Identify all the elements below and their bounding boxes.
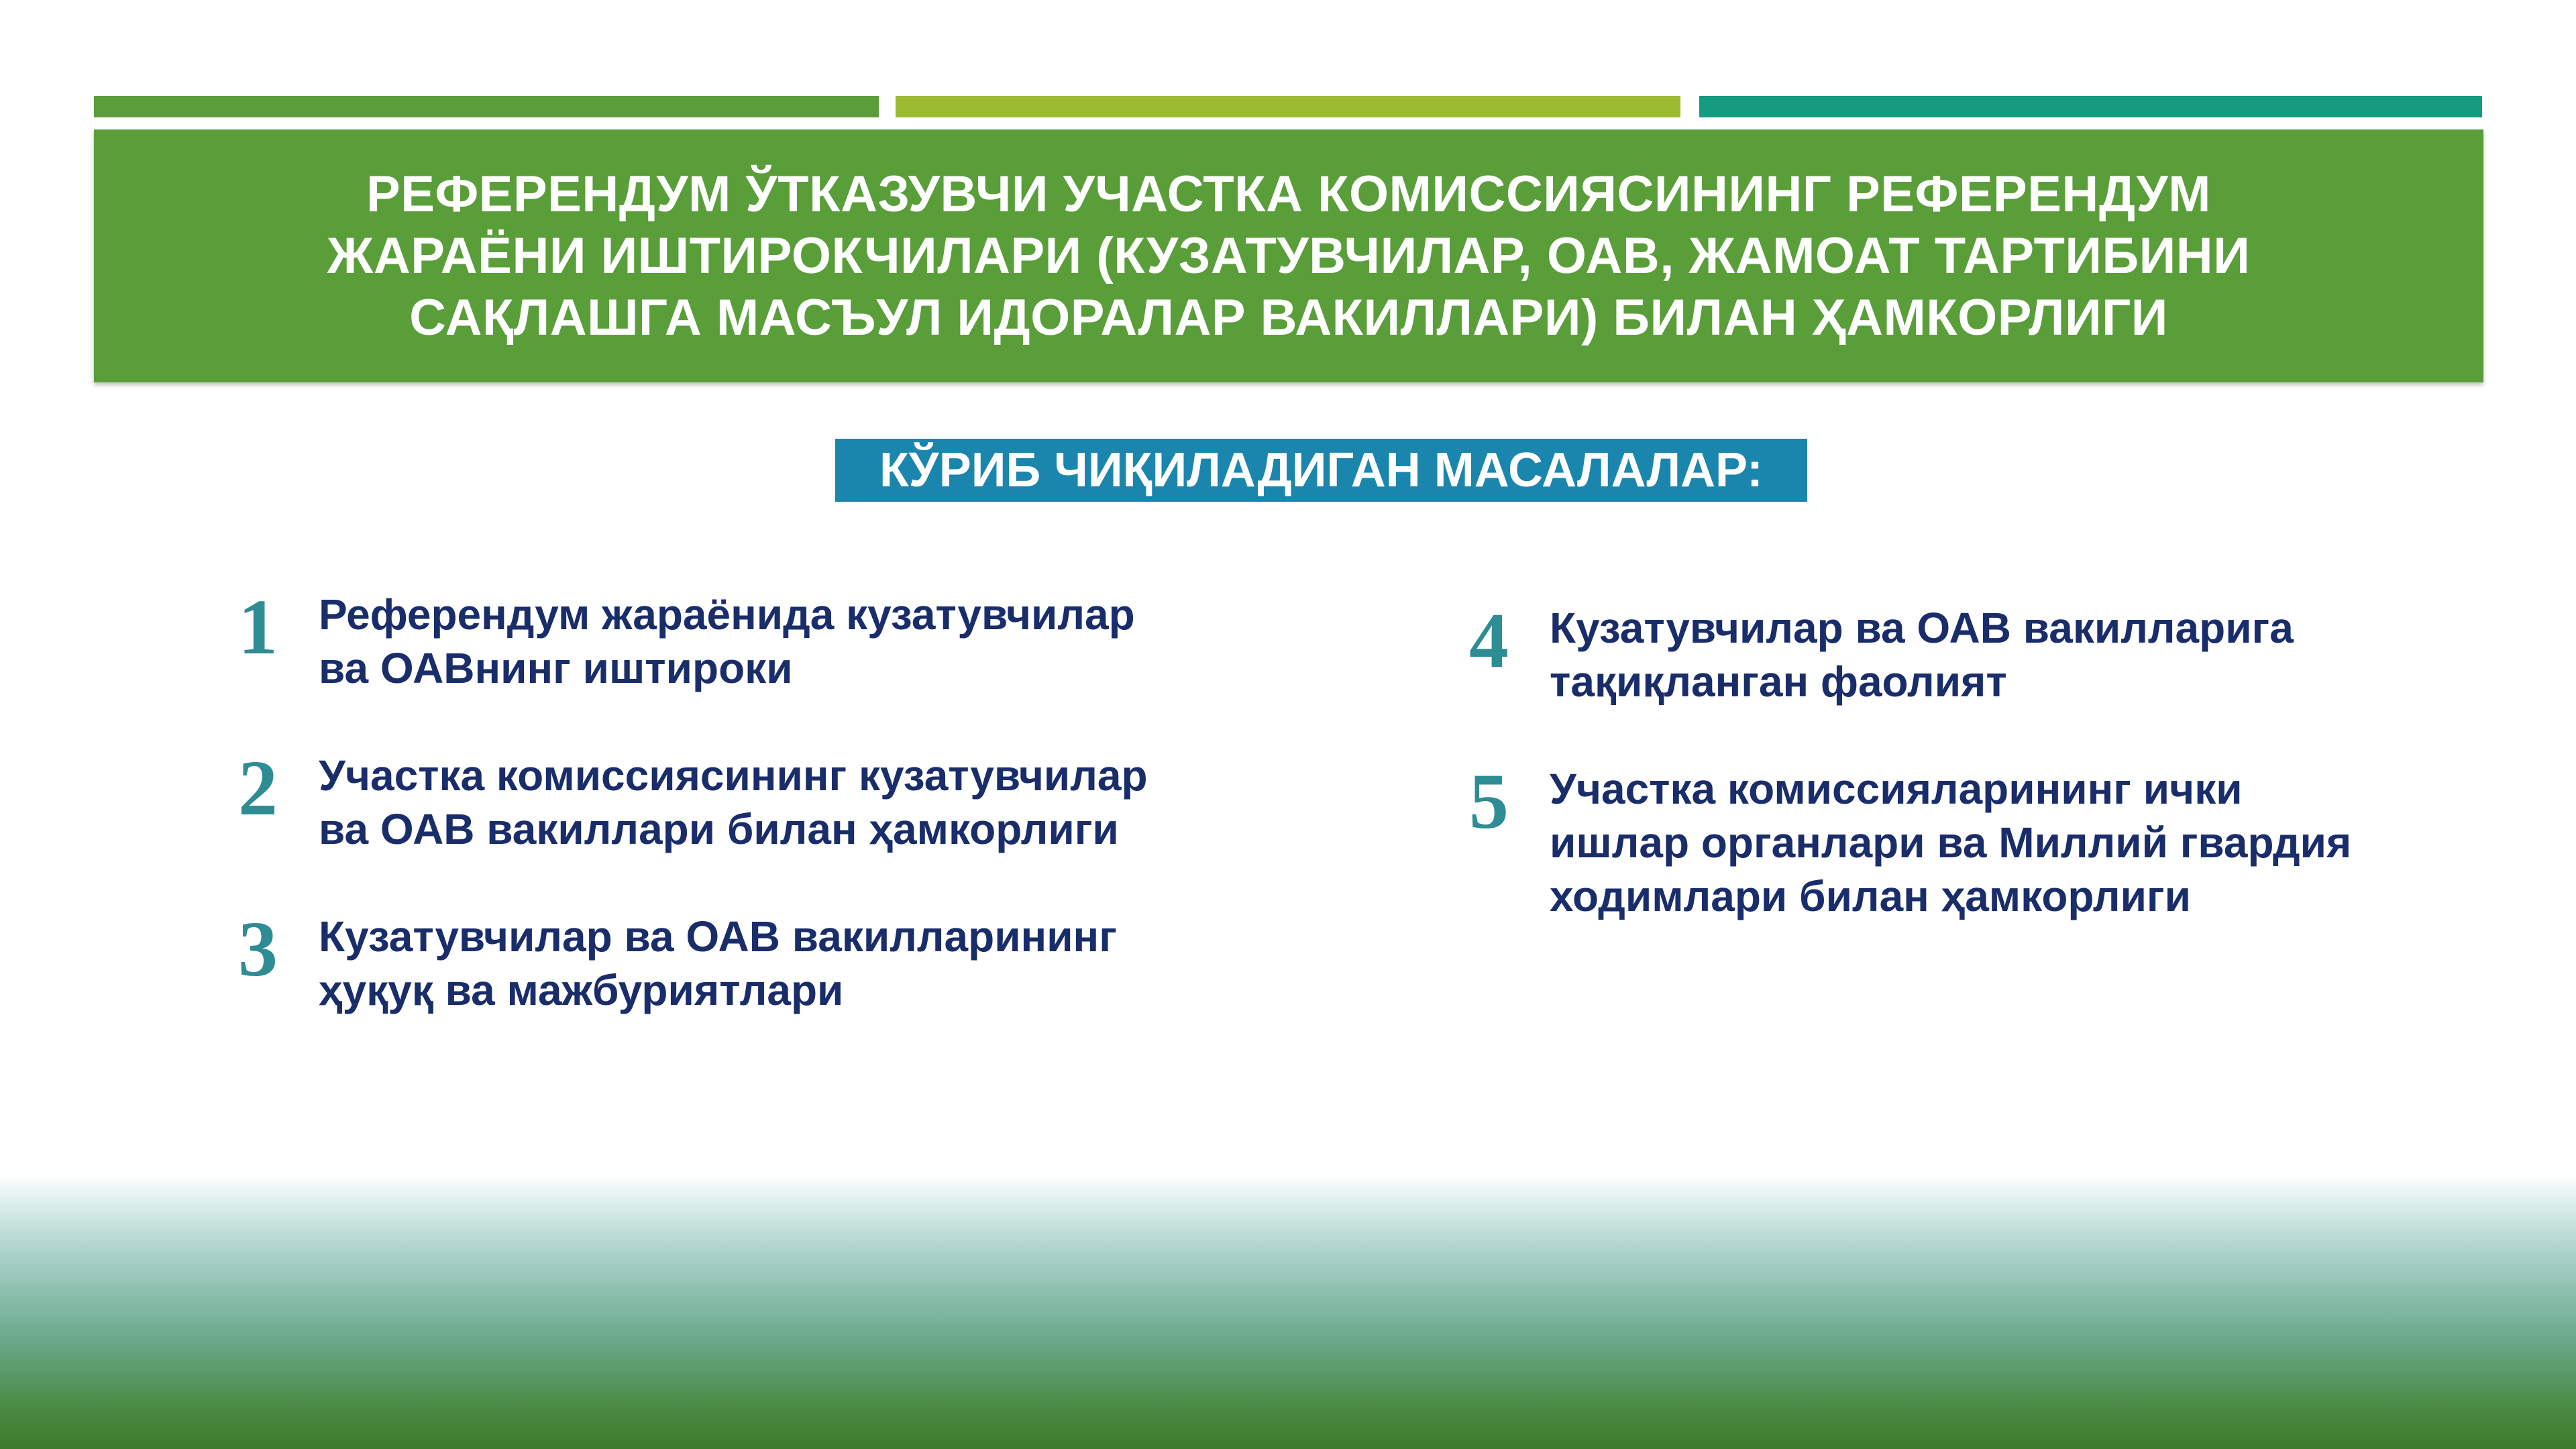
item-number: 4 xyxy=(1469,596,1509,684)
title-banner xyxy=(94,129,2483,382)
accent-bar-teal xyxy=(1699,96,2482,117)
item-line: Референдум жараёнида кузатувчилар xyxy=(319,590,1135,639)
item-line: Кузатувчилар ва ОАВ вакилларининг xyxy=(319,912,1117,961)
item-text xyxy=(319,749,1148,856)
section-subtitle: КЎРИБ ЧИҚИЛАДИГАН МАСАЛАЛАР: xyxy=(835,439,1807,502)
item-text xyxy=(1550,762,2351,923)
item-number: 3 xyxy=(238,905,278,993)
list-item-3 xyxy=(238,905,1117,1017)
list-item-2 xyxy=(238,744,1148,856)
item-line: Участка комиссиясининг кузатувчилар xyxy=(319,751,1148,800)
item-number: 1 xyxy=(238,583,278,671)
page-title xyxy=(249,164,2328,349)
title-line: САҚЛАШГА МАСЪУЛ ИДОРАЛАР ВАКИЛЛАРИ) БИЛАН ҲАМКОРЛИГИ xyxy=(409,288,2168,346)
list-item-1 xyxy=(238,583,1135,695)
list-item-5 xyxy=(1469,757,2352,923)
item-line: тақиқланган фаолият xyxy=(1550,657,2007,706)
item-text xyxy=(319,588,1135,695)
item-line: ходимлари билан ҳамкорлиги xyxy=(1550,872,2191,920)
item-text xyxy=(1550,601,2294,708)
title-line: ЖАРАЁНИ ИШТИРОКЧИЛАРИ (КУЗАТУВЧИЛАР, ОАВ, ЖАМОАТ ТАРТИБИНИ xyxy=(327,227,2251,284)
item-number: 5 xyxy=(1469,757,1509,845)
item-line: ҳуқуқ ва мажбуриятлари xyxy=(319,966,844,1014)
item-number: 2 xyxy=(238,744,278,832)
accent-bar-lime xyxy=(896,96,1680,117)
item-line: Кузатувчилар ва ОАВ вакилларига xyxy=(1550,604,2294,652)
item-line: ва ОАВнинг иштироки xyxy=(319,644,793,692)
item-line: Участка комиссияларининг ички xyxy=(1550,765,2243,813)
list-item-4 xyxy=(1469,596,2294,708)
item-line: ишлар органлари ва Миллий гвардия xyxy=(1550,818,2352,867)
title-line: РЕФЕРЕНДУМ ЎТКАЗУВЧИ УЧАСТКА КОМИССИЯСИНИНГ РЕФЕРЕНДУМ xyxy=(366,165,2211,223)
item-text xyxy=(319,910,1117,1017)
accent-bar-green xyxy=(94,96,879,117)
background-gradient xyxy=(0,1174,2576,1449)
item-line: ва ОАВ вакиллари билан ҳамкорлиги xyxy=(319,805,1119,853)
